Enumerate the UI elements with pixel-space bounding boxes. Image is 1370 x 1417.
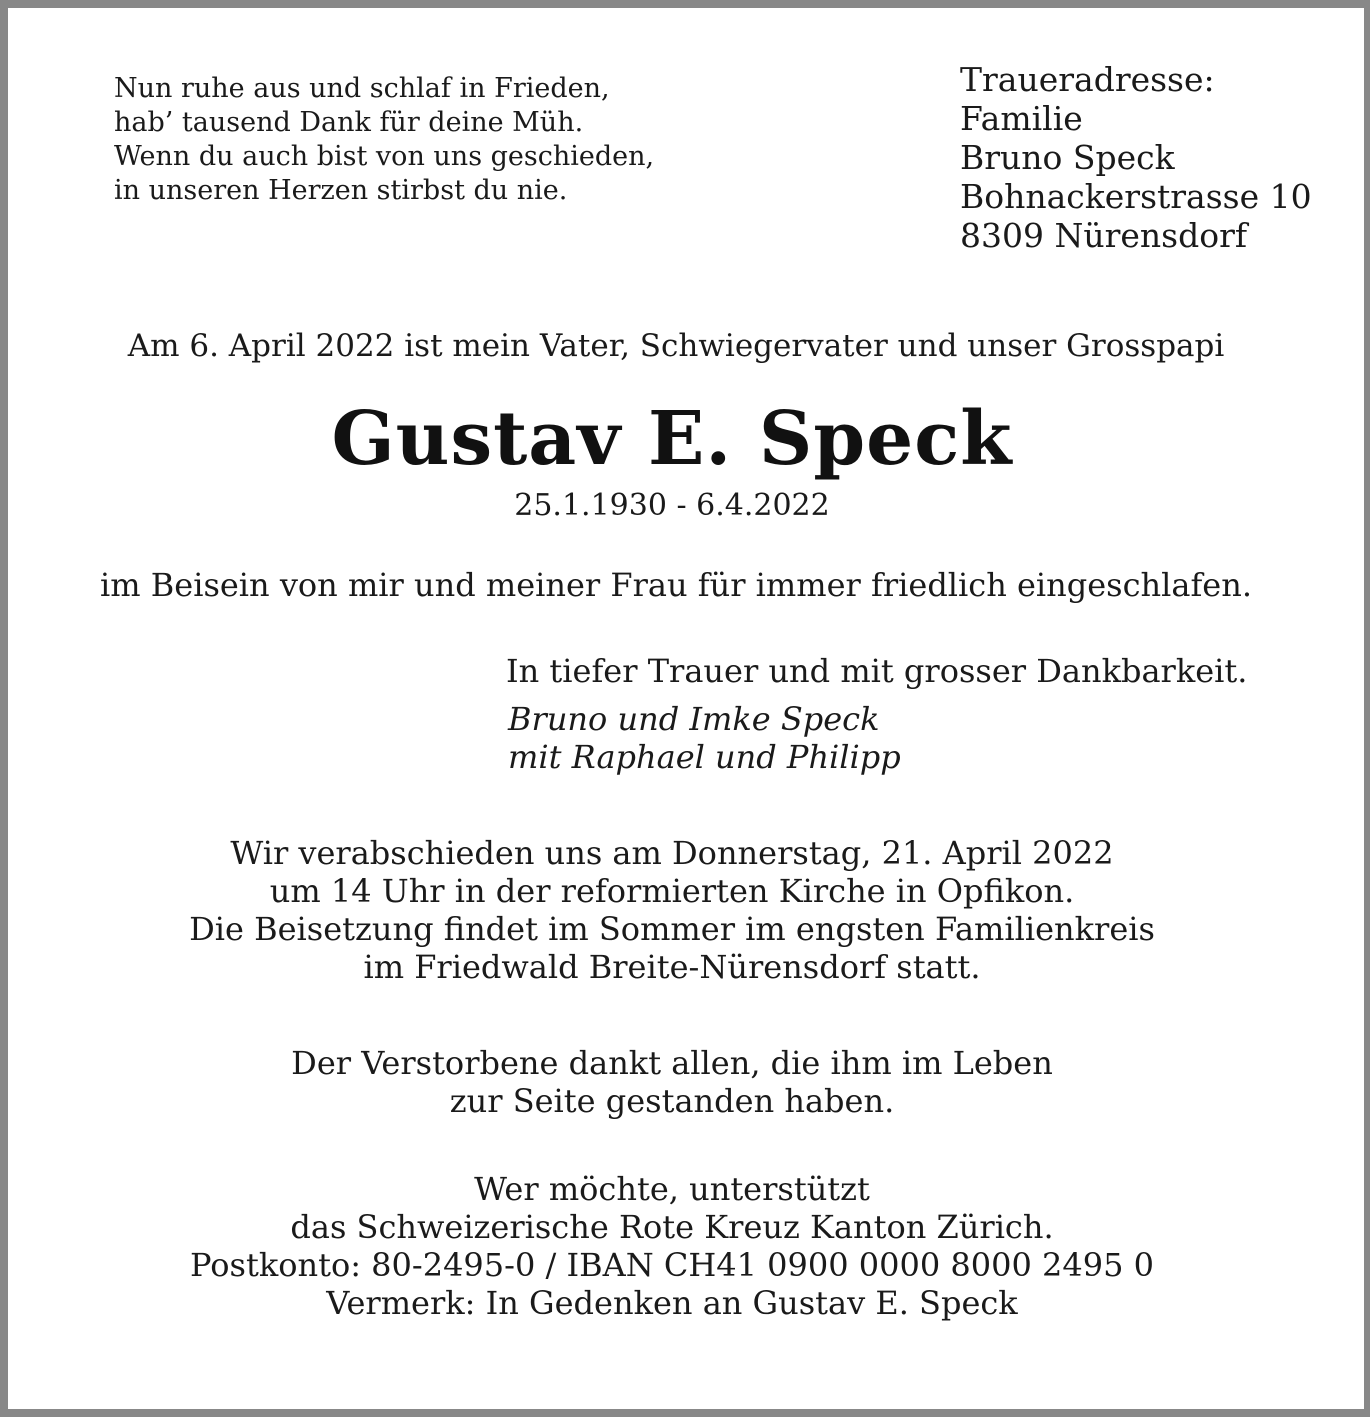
service-line: im Friedwald Breite-Nürensdorf statt. xyxy=(363,948,981,986)
donation-line: Wer möchte, unterstützt xyxy=(474,1170,870,1208)
address-line: 8309 Nürensdorf xyxy=(960,216,1248,255)
address-line: Familie xyxy=(960,99,1083,138)
passing-text: im Beisein von mir und meiner Frau für immer friedlich eingeschlafen. xyxy=(100,566,1252,604)
mourning-address xyxy=(960,60,1312,255)
donation-line: das Schweizerische Rote Kreuz Kanton Zürich. xyxy=(290,1208,1054,1246)
service-line: Die Beisetzung findet im Sommer im engsten Familienkreis xyxy=(189,910,1155,948)
service-line: um 14 Uhr in der reformierten Kirche in Opfikon. xyxy=(269,872,1075,910)
poem-line: Wenn du auch bist von uns geschieden, xyxy=(114,141,655,172)
poem-line: in unseren Herzen stirbst du nie. xyxy=(114,175,568,206)
poem-line: hab’ tausend Dank für deine Müh. xyxy=(114,107,584,138)
donation-line: Vermerk: In Gedenken an Gustav E. Speck xyxy=(326,1284,1018,1322)
donation-info xyxy=(0,1170,1350,1322)
mourning-line: In tiefer Trauer und mit grosser Dankbarkeit. xyxy=(506,652,1248,690)
address-line: Bruno Speck xyxy=(960,138,1175,177)
deceased-name: Gustav E. Speck xyxy=(331,396,1013,482)
poem xyxy=(114,72,714,208)
life-dates: 25.1.1930 - 6.4.2022 xyxy=(514,488,830,523)
thanks-line: zur Seite gestanden haben. xyxy=(449,1082,895,1120)
service-info xyxy=(0,834,1350,986)
family-signature xyxy=(508,700,901,776)
service-line: Wir verabschieden uns am Donnerstag, 21. April 2022 xyxy=(230,834,1114,872)
thanks-text xyxy=(0,1044,1350,1120)
donation-line: Postkonto: 80-2495-0 / IBAN CH41 0900 0000 8000 2495 0 xyxy=(190,1246,1154,1284)
family-line: Bruno und Imke Speck xyxy=(508,700,880,738)
family-line: mit Raphael und Philipp xyxy=(508,738,901,776)
poem-line: Nun ruhe aus und schlaf in Frieden, xyxy=(114,73,610,104)
thanks-line: Der Verstorbene dankt allen, die ihm im Leben xyxy=(291,1044,1053,1082)
intro-text: Am 6. April 2022 ist mein Vater, Schwiegervater und unser Grosspapi xyxy=(127,328,1225,364)
address-line: Bohnackerstrasse 10 xyxy=(960,177,1312,216)
obituary-notice xyxy=(8,8,1364,1409)
address-line: Traueradresse: xyxy=(960,60,1215,99)
